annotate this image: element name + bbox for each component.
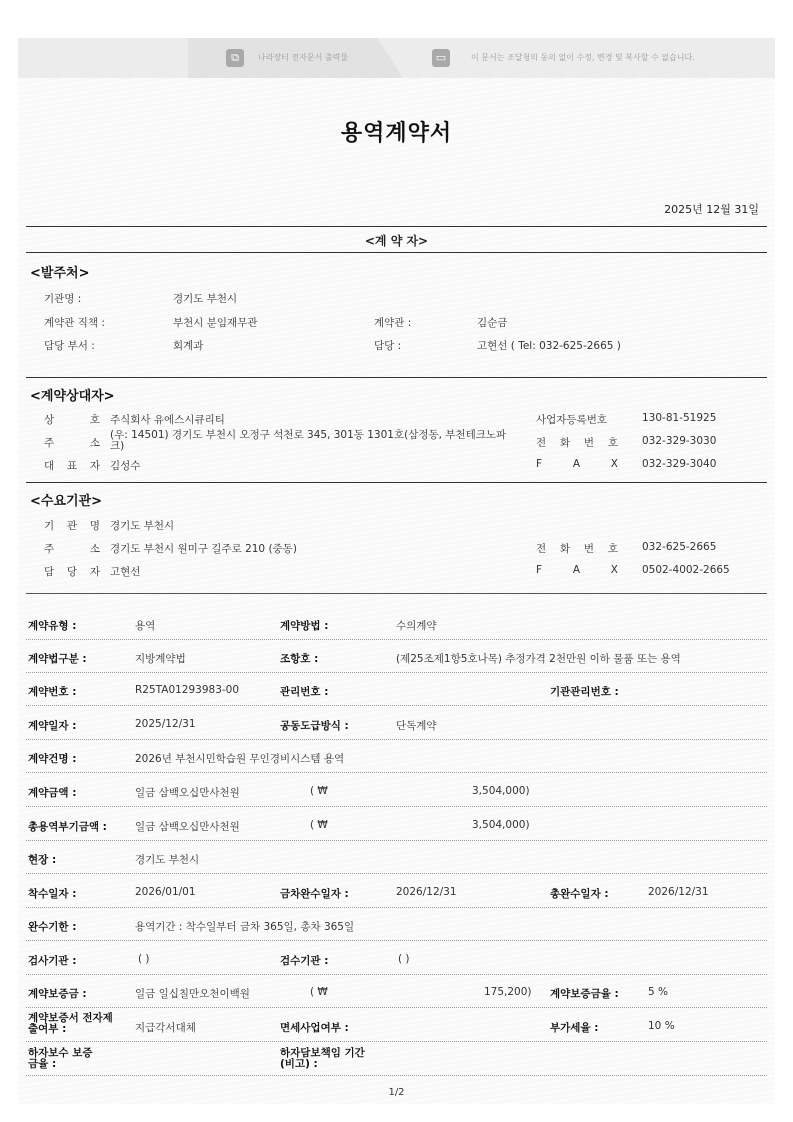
cp-ceo: 김성수 bbox=[110, 460, 141, 472]
contract-name: 2026년 부천시민학습원 무인경비시스템 용역 bbox=[135, 753, 345, 765]
orderer-heading: <발주처> bbox=[30, 266, 90, 281]
row-divider bbox=[26, 772, 767, 773]
dm-fax: 0502-4002-2665 bbox=[642, 564, 730, 576]
joint-method: 단독계약 bbox=[396, 720, 437, 732]
total-end-date: 2026/12/31 bbox=[648, 886, 709, 898]
dm-tel: 032-625-2665 bbox=[642, 541, 717, 553]
cp-name: 주식회사 유에스시큐리티 bbox=[110, 414, 225, 426]
divider bbox=[26, 226, 767, 227]
start-label: 착수일자 : bbox=[28, 888, 77, 900]
print-banner bbox=[18, 38, 775, 78]
divider bbox=[26, 252, 767, 253]
cp-ceo-label: 대 표 자 bbox=[44, 460, 100, 472]
total-text: 일금 삼백오십만사천원 bbox=[135, 821, 240, 833]
divider bbox=[26, 482, 767, 483]
row-divider bbox=[26, 672, 767, 673]
divider bbox=[26, 593, 767, 594]
person: 고현선 ( Tel: 032-625-2665 ) bbox=[477, 340, 621, 352]
contract-sheet bbox=[18, 38, 775, 1104]
dm-fax-label: F A X bbox=[536, 564, 618, 576]
deposit-text: 일금 일십칠만오천이백원 bbox=[135, 988, 250, 1000]
row-divider bbox=[26, 1075, 767, 1076]
this-end-label: 금차완수일자 : bbox=[280, 888, 349, 900]
row-divider bbox=[26, 907, 767, 908]
deadline: 용역기간 : 착수일부터 금차 365일, 총차 365일 bbox=[135, 921, 355, 933]
document-copy-icon: ⧉ bbox=[226, 49, 244, 67]
defect-amount-label: 하자보수 보증금율 : bbox=[28, 1047, 93, 1070]
guarantee-label: 계약보증서 전자제출여부 : bbox=[28, 1012, 113, 1035]
total-end-label: 총완수일자 : bbox=[550, 888, 609, 900]
row-divider bbox=[26, 840, 767, 841]
dm-agency: 경기도 부천시 bbox=[110, 520, 175, 532]
contract-method: 수의계약 bbox=[396, 620, 437, 632]
dm-tel-label: 전 화 번 호 bbox=[536, 543, 618, 555]
banner-right-text: 이 문서는 조달청의 동의 없이 수정, 변경 및 복사할 수 없습니다. bbox=[471, 53, 695, 62]
amount-number: 3,504,000) bbox=[472, 785, 530, 797]
dept-label: 담당 부서 : bbox=[44, 340, 95, 352]
amount-text: 일금 삼백오십만사천원 bbox=[135, 787, 240, 799]
orderer-agency: 경기도 부천시 bbox=[173, 293, 238, 305]
no-label: 계약번호 : bbox=[28, 686, 77, 698]
this-end-date: 2026/12/31 bbox=[396, 886, 457, 898]
page-number: 1/2 bbox=[388, 1087, 405, 1098]
row-divider bbox=[26, 940, 767, 941]
officer: 김순금 bbox=[477, 317, 508, 329]
officer-label: 계약관 : bbox=[374, 317, 412, 329]
row-divider bbox=[26, 974, 767, 975]
deposit-number: 175,200) bbox=[484, 986, 532, 998]
dm-agency-label: 기 관 명 bbox=[44, 520, 100, 532]
cp-name-label: 상 호 bbox=[44, 414, 100, 426]
total-label: 총용역부기금액 : bbox=[28, 821, 107, 833]
contract-number: R25TA01293983-00 bbox=[135, 684, 240, 696]
method-label: 계약방법 : bbox=[280, 620, 329, 632]
officer-title-label: 계약관 직책 : bbox=[44, 317, 105, 329]
accept-label: 검수기관 : bbox=[280, 955, 329, 967]
site: 경기도 부천시 bbox=[135, 854, 200, 866]
cp-addr-label: 주 소 bbox=[44, 437, 100, 449]
joint-label: 공동도급방식 : bbox=[280, 720, 349, 732]
cp-tel: 032-329-3030 bbox=[642, 435, 717, 447]
total-number: 3,504,000) bbox=[472, 819, 530, 831]
divider bbox=[26, 377, 767, 378]
person-label: 담당 : bbox=[374, 340, 402, 352]
date-label: 계약일자 : bbox=[28, 720, 77, 732]
dept: 회계과 bbox=[173, 340, 204, 352]
deposit-label: 계약보증금 : bbox=[28, 988, 87, 1000]
clause-label: 조항호 : bbox=[280, 653, 319, 665]
inspect-label: 검사기관 : bbox=[28, 955, 77, 967]
demand-heading: <수요기관> bbox=[30, 494, 103, 509]
dm-addr-label: 주 소 bbox=[44, 543, 100, 555]
row-divider bbox=[26, 1041, 767, 1042]
accept-agency: ( ) bbox=[398, 953, 410, 965]
vat-rate: 10 % bbox=[648, 1020, 675, 1032]
defect-period-label: 하자담보책임 기간(비고) : bbox=[280, 1047, 365, 1070]
inspect-agency: ( ) bbox=[138, 953, 150, 965]
contractors-heading: <계 약 자> bbox=[364, 234, 429, 248]
start-date: 2026/01/01 bbox=[135, 886, 196, 898]
deposit-rate: 5 % bbox=[648, 986, 668, 998]
contract-date: 2025년 12월 31일 bbox=[664, 203, 759, 216]
dm-person-label: 담 당 자 bbox=[44, 566, 100, 578]
row-divider bbox=[26, 739, 767, 740]
contract-law: 지방계약법 bbox=[135, 653, 186, 665]
banner-left-text: 나라장터 전자문서 출력물 bbox=[258, 53, 349, 62]
type-label: 계약유형 : bbox=[28, 620, 77, 632]
taxfree-label: 면세사업여부 : bbox=[280, 1022, 349, 1034]
vat-label: 부가세율 : bbox=[550, 1022, 599, 1034]
amount-won: ( ₩ bbox=[310, 785, 328, 797]
officer-title: 부천시 분임재무관 bbox=[173, 317, 258, 329]
dm-address: 경기도 부천시 원미구 길주로 210 (중동) bbox=[110, 543, 297, 555]
deadline-label: 완수기한 : bbox=[28, 921, 77, 933]
counterparty-heading: <계약상대자> bbox=[30, 389, 115, 404]
cp-bizno-label: 사업자등록번호 bbox=[536, 414, 608, 426]
guarantee: 지급각서대체 bbox=[135, 1022, 196, 1034]
deposit-rate-label: 계약보증금율 : bbox=[550, 988, 619, 1000]
row-divider bbox=[26, 873, 767, 874]
cp-tel-label: 전 화 번 호 bbox=[536, 437, 618, 449]
printer-icon: ▭ bbox=[432, 49, 450, 67]
amount-label: 계약금액 : bbox=[28, 787, 77, 799]
contract-clause: (제25조제1항5호나목) 추정가격 2천만원 이하 물품 또는 용역 bbox=[396, 653, 681, 665]
mgmt-label: 관리번호 : bbox=[280, 686, 329, 698]
agency-mgmt-label: 기관관리번호 : bbox=[550, 686, 619, 698]
law-label: 계약법구분 : bbox=[28, 653, 87, 665]
contract-type: 용역 bbox=[135, 620, 156, 632]
cp-bizno: 130-81-51925 bbox=[642, 412, 717, 424]
cp-fax: 032-329-3040 bbox=[642, 458, 717, 470]
cp-address: (우: 14501) 경기도 부천시 오정구 석천로 345, 301동 1301호(삼정동, 부천테크노파크) bbox=[110, 429, 507, 452]
site-label: 현장 : bbox=[28, 854, 57, 866]
row-divider bbox=[26, 705, 767, 706]
row-divider bbox=[26, 639, 767, 640]
name-label: 계약건명 : bbox=[28, 753, 77, 765]
total-won: ( ₩ bbox=[310, 819, 328, 831]
row-divider bbox=[26, 1007, 767, 1008]
contract-date-value: 2025/12/31 bbox=[135, 718, 196, 730]
orderer-agency-label: 기관명 : bbox=[44, 293, 82, 305]
document-title: 용역계약서 bbox=[340, 121, 453, 146]
row-divider bbox=[26, 806, 767, 807]
deposit-won: ( ₩ bbox=[310, 986, 328, 998]
dm-person: 고현선 bbox=[110, 566, 141, 578]
cp-fax-label: F A X bbox=[536, 458, 618, 470]
